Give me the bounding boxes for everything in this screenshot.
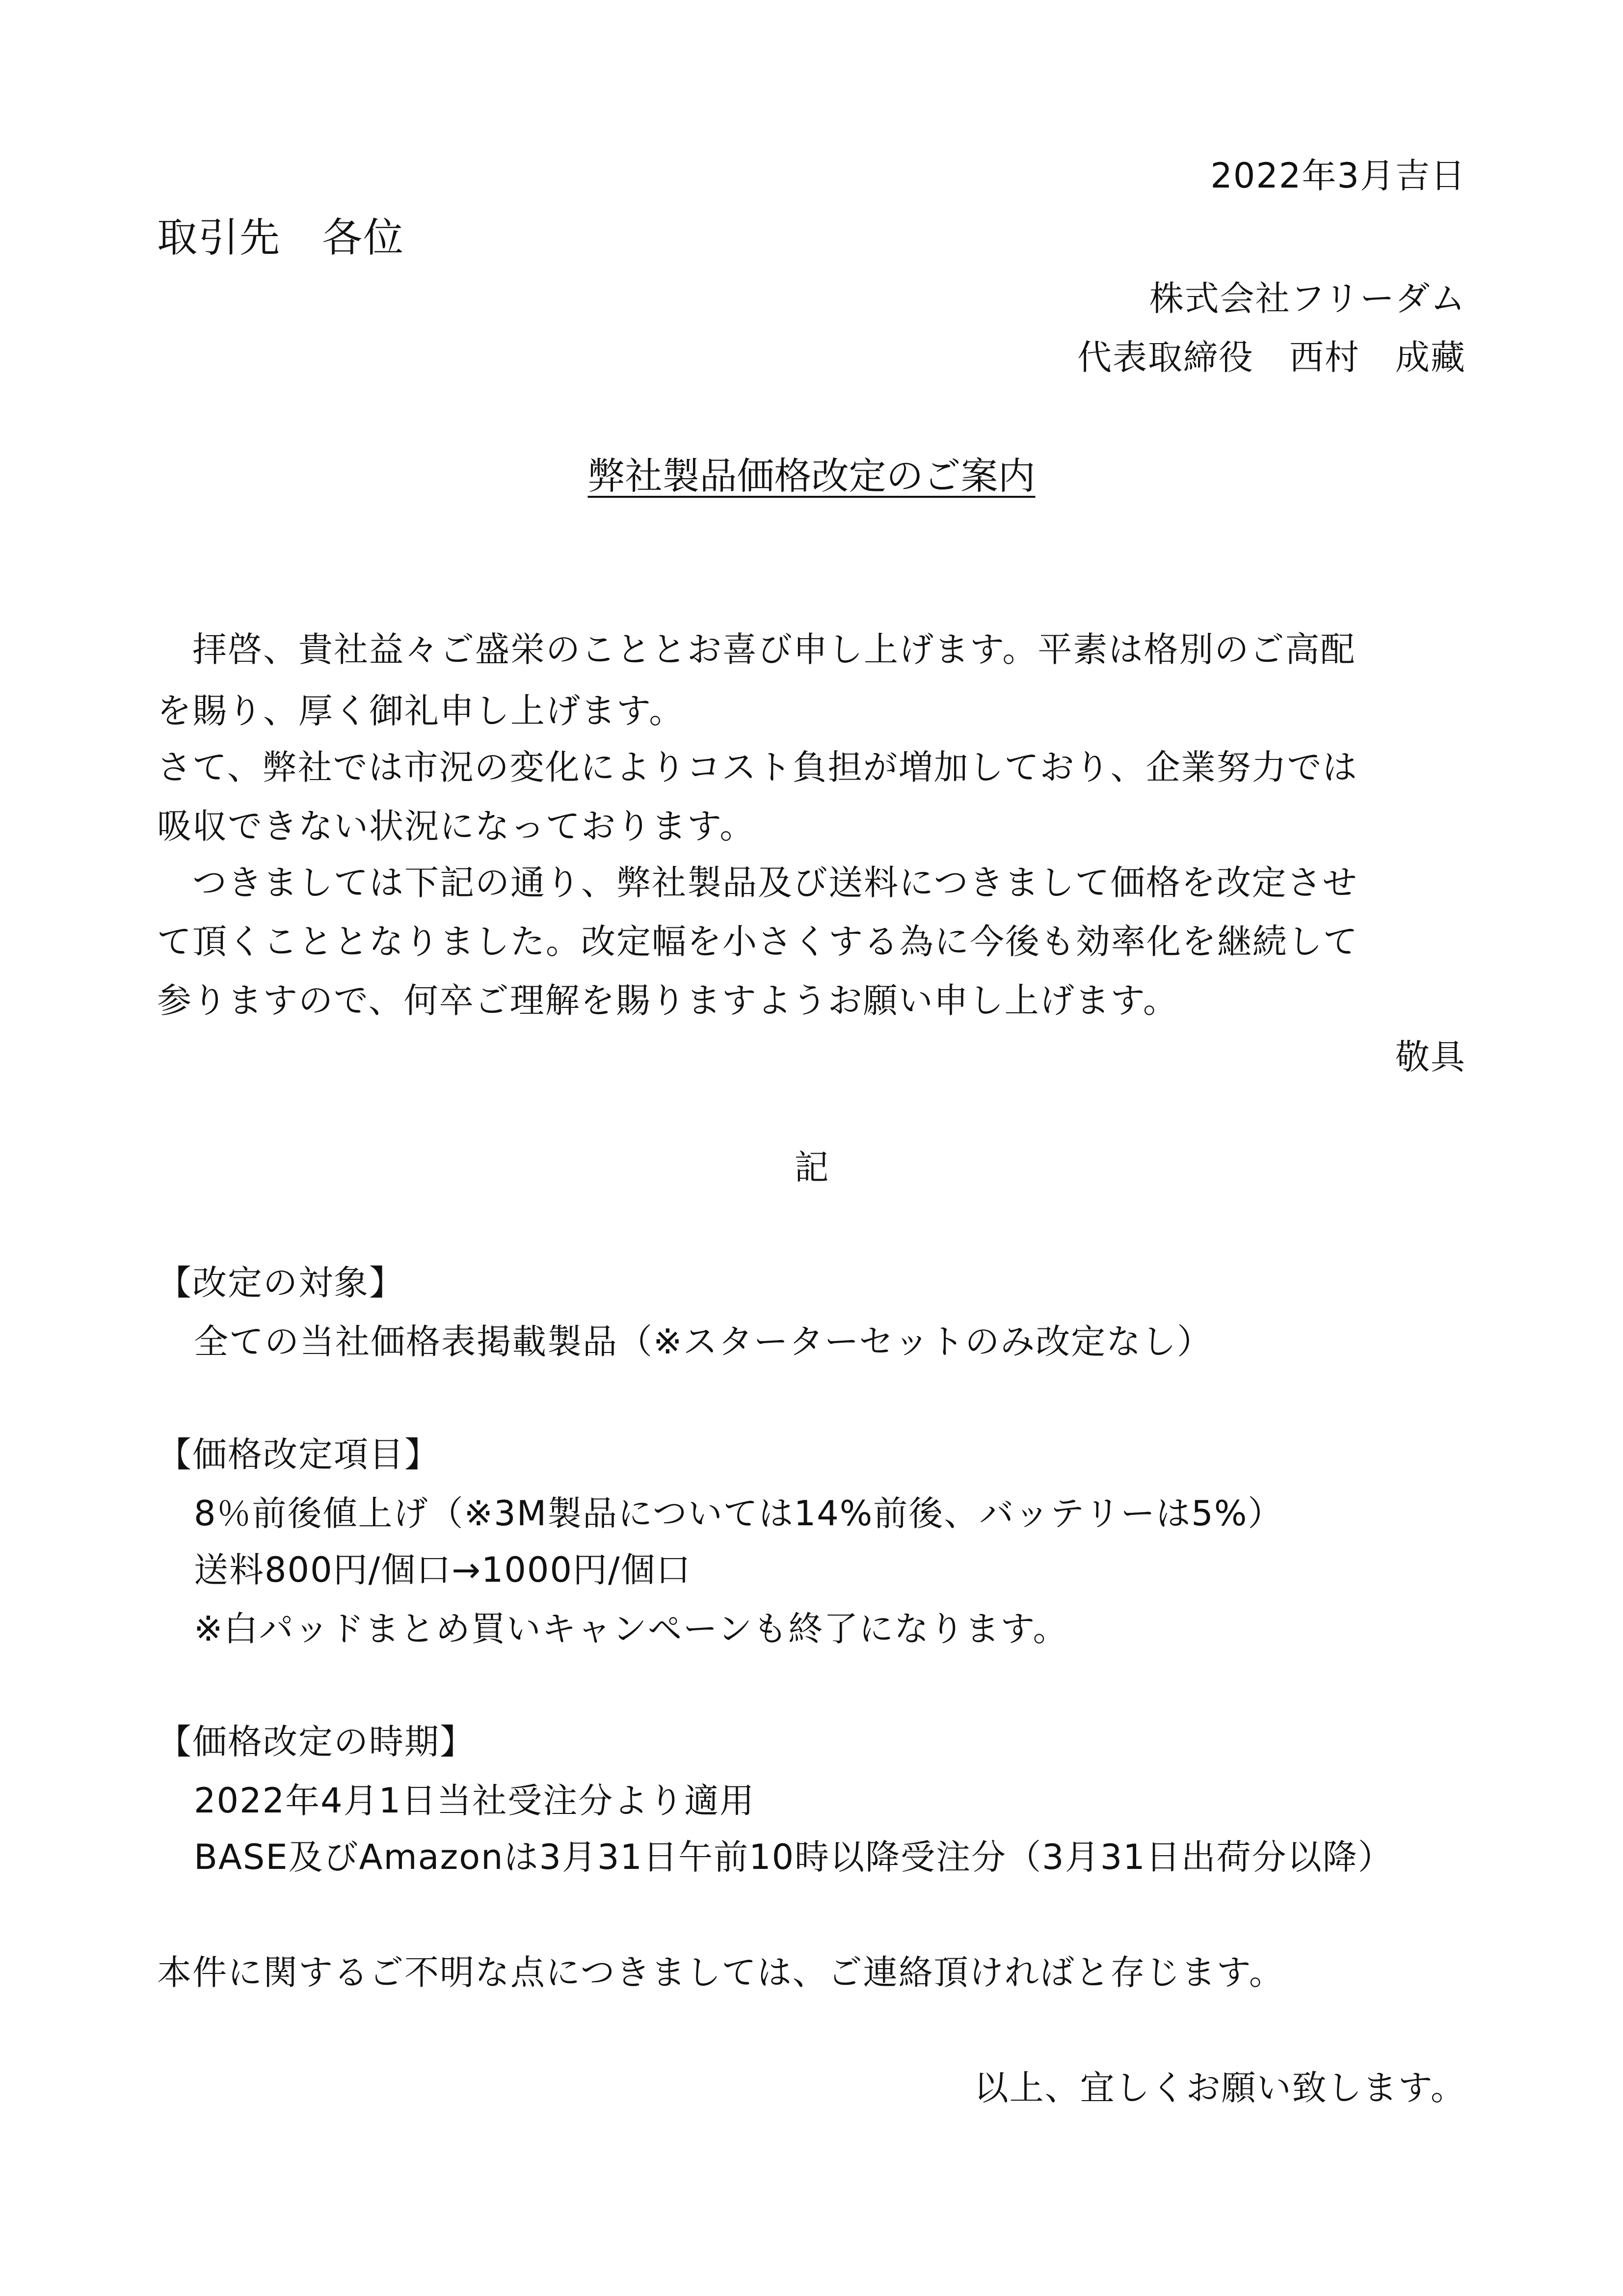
inquiry-note: 本件に関するご不明な点につきましては、ご連絡頂ければと存じます。 xyxy=(157,1952,1284,1993)
ki-heading: 記 xyxy=(794,1147,829,1188)
sender-representative: 代表取締役 西村 成藏 xyxy=(1077,337,1466,378)
closing-keigu: 敬具 xyxy=(1395,1037,1466,1077)
section-items-3: ※白パッドまとめ買いキャンペーンも終了になります。 xyxy=(194,1609,1068,1649)
body-line-1: 拝啓、貴社益々ご盛栄のこととお喜び申し上げます。平素は格別のご高配 xyxy=(157,629,1356,670)
body-line-3: さて、弊社では市況の変化によりコスト負担が増加しており、企業努力では xyxy=(157,747,1358,787)
body-line-5: つきましては下記の通り、弊社製品及び送料につきまして価格を改定させ xyxy=(157,863,1358,903)
section-items-2: 送料800円/個口→1000円/個口 xyxy=(194,1550,692,1590)
section-timing-2: BASE及びAmazonは3月31日午前10時以降受注分（3月31日出荷分以降） xyxy=(194,1837,1393,1877)
section-timing-1: 2022年4月1日当社受注分より適用 xyxy=(194,1781,755,1821)
document-title xyxy=(0,452,1623,501)
body-line-7: 参りますので、何卒ご理解を賜りますようお願い申し上げます。 xyxy=(157,980,1178,1021)
document-date: 2022年3月吉日 xyxy=(1210,156,1466,196)
section-target-heading: 【改定の対象】 xyxy=(157,1263,404,1303)
sender-company: 株式会社フリーダム xyxy=(1149,278,1466,319)
addressee: 取引先 各位 xyxy=(157,215,405,261)
section-timing-heading: 【価格改定の時期】 xyxy=(157,1722,475,1762)
closing-ijou: 以上、宜しくお願い致します。 xyxy=(974,2068,1466,2108)
body-line-6: て頂くこととなりました。改定幅を小さくする為に今後も効率化を継続して xyxy=(157,921,1358,962)
section-items-1: 8％前後値上げ（※3M製品については14%前後、バッテリーは5%） xyxy=(194,1493,1283,1534)
section-items-heading: 【価格改定項目】 xyxy=(157,1434,440,1475)
document-title-text: 弊社製品価格改定のご案内 xyxy=(587,454,1036,498)
section-target-item: 全ての当社価格表掲載製品（※スターターセットのみ改定なし） xyxy=(194,1322,1213,1362)
body-line-2: を賜り、厚く御礼申し上げます。 xyxy=(157,691,685,731)
body-line-4: 吸収できない状況になっております。 xyxy=(157,806,755,846)
